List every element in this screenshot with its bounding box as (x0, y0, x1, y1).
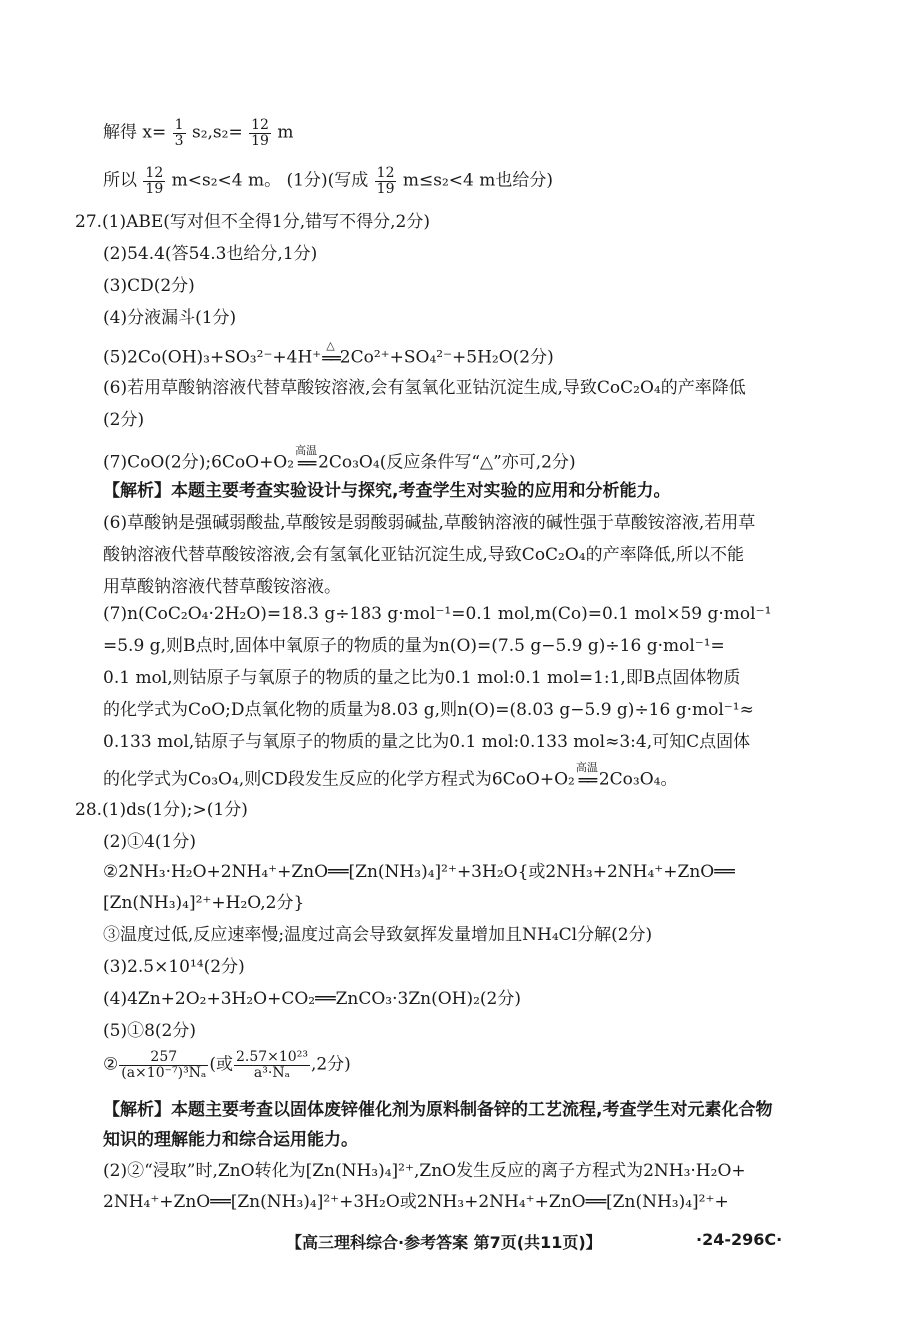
q28-2b: ②2NH₃·H₂O+2NH₄⁺+ZnO══[Zn(NH₃)₄]²⁺+3H₂O{或2NH₃+2NH₄⁺+ZnO══ (103, 862, 735, 882)
text-unit-m: m (277, 122, 294, 143)
analysis-27-7b: =5.9 g,则B点时,固体中氧原子的物质的量为n(O)=(7.5 g−5.9 g)÷16 g·mol⁻¹= (103, 636, 725, 656)
analysis-28-2a: (2)②“浸取”时,ZnO转化为[Zn(NH₃)₄]²⁺,ZnO发生反应的离子方程式为2NH₃·H₂O+ (103, 1161, 746, 1181)
q28-2d: ③温度过低,反应速率慢;温度过高会导致氨挥发量增加且NH₄Cl分解(2分) (103, 925, 653, 945)
footer-title: 【高三理科综合·参考答案 第7页(共11页)】 (286, 1233, 602, 1252)
reaction-arrow-high-temp-b: 高温 ══ (575, 761, 598, 791)
text-x-equals: x= (142, 122, 167, 143)
page-footer (286, 1230, 783, 1253)
fraction-one-third: $\frac{1}{3}$ (174, 117, 184, 149)
analysis-27-7f: 的化学式为Co₃O₄,则CD段发生反应的化学方程式为6CoO+O₂ 高温 ══ 2Co₃O₄。 (103, 761, 678, 791)
fraction-density-1: $\frac{257}{\text{(a×10⁻⁷)³Nₐ}}$ (121, 1049, 207, 1081)
fraction-12-19-b: $\frac{12}{19}$ (145, 165, 164, 197)
text-s2-equals: s₂,s₂= (191, 122, 243, 143)
line-solve-x (103, 118, 293, 148)
analysis-27-6a: (6)草酸钠是强碱弱酸盐,草酸铵是弱酸弱碱盐,草酸钠溶液的碱性强于草酸铵溶液,若用草 (103, 513, 756, 533)
q27-4: (4)分液漏斗(1分) (103, 308, 237, 328)
analysis-27-6b: 酸钠溶液代替草酸铵溶液,会有氢氧化亚钴沉淀生成,导致CoC₂O₄的产率降低,所以不能 (103, 545, 745, 565)
q28-5a: (5)①8(2分) (103, 1021, 196, 1041)
q27-7: (7)CoO(2分);6CoO+O₂ 高温 ══ 2Co₃O₄(反应条件写“△”亦可,2分) (103, 444, 576, 474)
reaction-arrow-high-temp: 高温 ══ (295, 444, 318, 474)
fraction-12-19-c: $\frac{12}{19}$ (376, 165, 395, 197)
q27-1: 27.(1)ABE(写对但不全得1分,错写不得分,2分) (75, 212, 430, 232)
q27-6b: (2分) (103, 410, 145, 430)
q28-2a: (2)①4(1分) (103, 832, 196, 852)
q28-2c: [Zn(NH₃)₄]²⁺+H₂O,2分} (103, 893, 305, 913)
q28-4: (4)4Zn+2O₂+3H₂O+CO₂══ZnCO₃·3Zn(OH)₂(2分) (103, 989, 522, 1009)
analysis-28-heading-a: 【解析】本题主要考查以固体废锌催化剂为原料制备锌的工艺流程,考查学生对元素化合物 (103, 1100, 773, 1120)
reaction-arrow-heat: △ ══ (322, 339, 339, 369)
analysis-28-heading-b: 知识的理解能力和综合运用能力。 (103, 1130, 358, 1150)
q27-2: (2)54.4(答54.3也给分,1分) (103, 244, 318, 264)
text-solve: 解得 (103, 122, 137, 143)
line-range: 所以 $\frac{12}{19}$ m<s₂<4 m。 (1分)(写成 $\frac{12}{19}$ m≤s₂<4 m也给分) (103, 165, 554, 197)
analysis-27-7e: 0.133 mol,钴原子与氧原子的物质的量之比为0.1 mol:0.133 mol≈3:4,可知C点固体 (103, 732, 751, 752)
q27-5: (5)2Co(OH)₃+SO₃²⁻+4H⁺ △ ══ 2Co²⁺+SO₄²⁻+5H₂O(2分) (103, 339, 554, 369)
analysis-27-7a: (7)n(CoC₂O₄·2H₂O)=18.3 g÷183 g·mol⁻¹=0.1 mol,m(Co)=0.1 mol×59 g·mol⁻¹ (103, 604, 772, 624)
analysis-27-6c: 用草酸钠溶液代替草酸铵溶液。 (103, 577, 341, 597)
q28-1: 28.(1)ds(1分);>(1分) (75, 800, 248, 820)
analysis-27-heading: 【解析】本题主要考查实验设计与探究,考查学生对实验的应用和分析能力。 (103, 481, 671, 501)
fraction-12-19: $\frac{12}{19}$ (251, 117, 269, 149)
analysis-27-7c: 0.1 mol,则钴原子与氧原子的物质的量之比为0.1 mol:0.1 mol=1:1,即B点固体物质 (103, 668, 741, 688)
q28-5b: ② $\frac{257}{\text{(a×10⁻⁷)³Nₐ}}$ (或 $\frac{\text{2.57×10²³}}{\text{a³·Nₐ}}$ ,2分) (103, 1049, 351, 1081)
fraction-density-2: $\frac{\text{2.57×10²³}}{\text{a³·Nₐ}}$ (235, 1049, 308, 1081)
analysis-28-2b: 2NH₄⁺+ZnO══[Zn(NH₃)₄]²⁺+3H₂O或2NH₃+2NH₄⁺+ZnO══[Zn(NH₃)₄]²⁺+ (103, 1192, 729, 1212)
footer-code: ·24-296C· (696, 1230, 783, 1249)
analysis-27-7d: 的化学式为CoO;D点氧化物的质量为8.03 g,则n(O)=(8.03 g−5.9 g)÷16 g·mol⁻¹≈ (103, 700, 754, 720)
q28-3: (3)2.5×10¹⁴(2分) (103, 957, 245, 977)
q27-3: (3)CD(2分) (103, 276, 195, 296)
q27-6a: (6)若用草酸钠溶液代替草酸铵溶液,会有氢氧化亚钴沉淀生成,导致CoC₂O₄的产率降低 (103, 378, 746, 398)
